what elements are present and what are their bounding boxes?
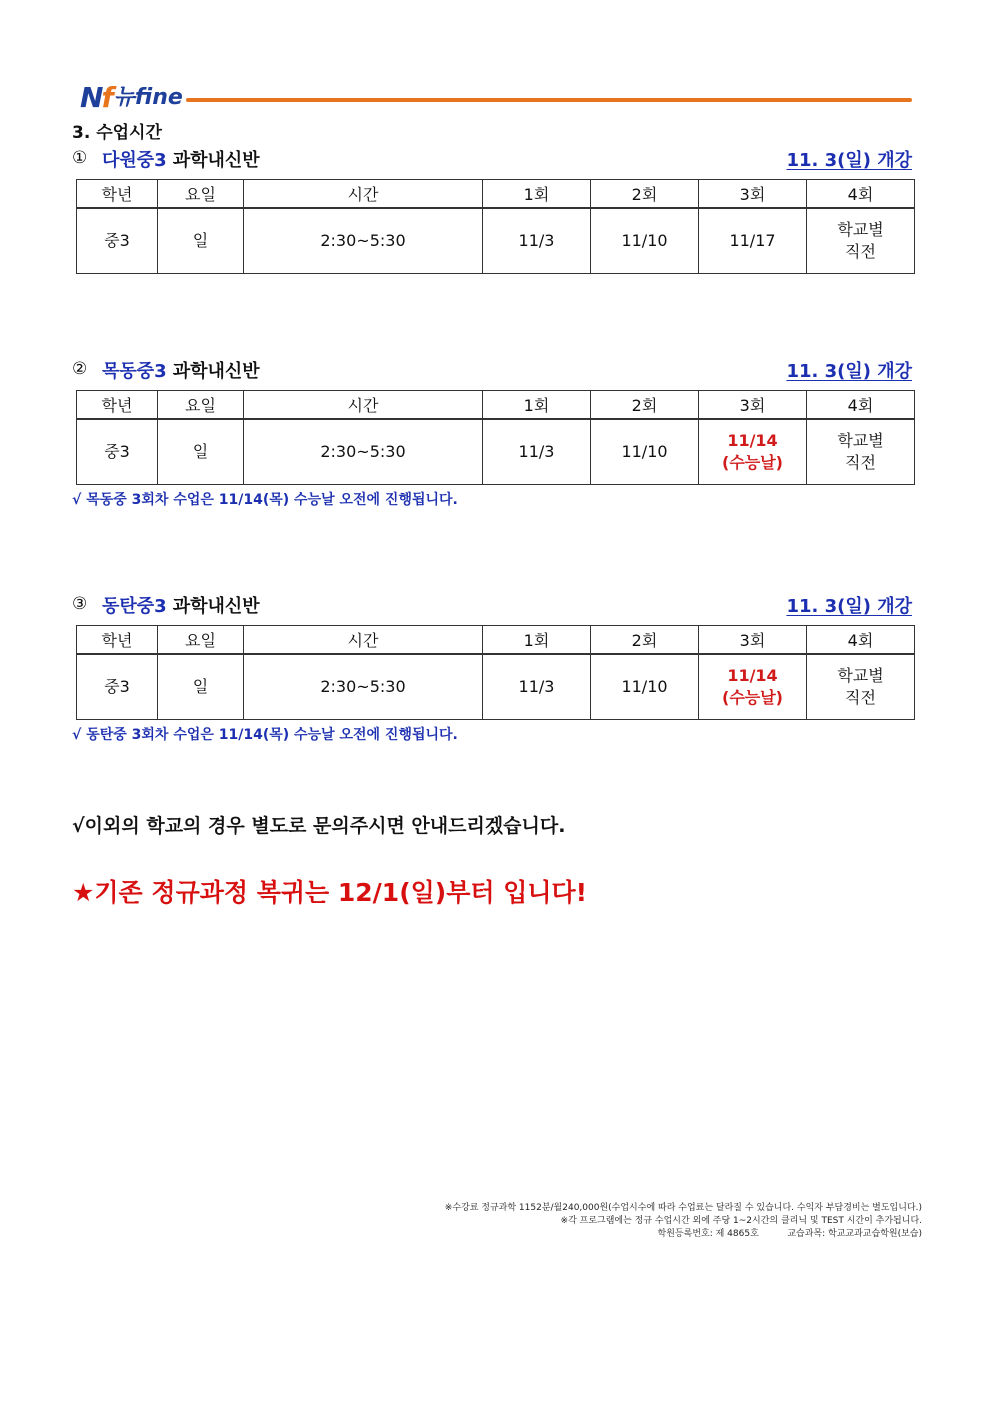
cell-session-1: 11/3 — [483, 419, 591, 485]
header-session-4: 4회 — [807, 626, 915, 655]
header-session-2: 2회 — [591, 180, 699, 209]
header-session-1: 1회 — [483, 180, 591, 209]
class-subject: 과학내신반 — [172, 361, 260, 382]
class-heading-2 — [72, 357, 914, 383]
cell-session-1: 11/3 — [483, 208, 591, 274]
cell-session-2: 11/10 — [591, 419, 699, 485]
header-session-4: 4회 — [807, 180, 915, 209]
schedule-table-2 — [76, 390, 915, 485]
cell-session-2: 11/10 — [591, 208, 699, 274]
cell-session-4: 학교별 직전 — [807, 654, 915, 720]
class-opening-date: 11. 3(일) 개강 — [786, 596, 912, 617]
table-row — [77, 208, 915, 274]
class-number: ① — [72, 148, 88, 168]
header-session-3: 3회 — [699, 391, 807, 420]
cell-grade: 중3 — [77, 654, 158, 720]
class-subject: 과학내신반 — [172, 596, 260, 617]
header-time: 시간 — [244, 180, 483, 209]
class-school: 목동중3 과학내신반 — [102, 361, 260, 382]
header-session-3: 3회 — [699, 180, 807, 209]
cell-grade: 중3 — [77, 419, 158, 485]
class-number: ③ — [72, 594, 88, 614]
cell-time: 2:30~5:30 — [244, 419, 483, 485]
class-number: ② — [72, 359, 88, 379]
header-day: 요일 — [158, 626, 244, 655]
table-header-row — [77, 391, 915, 420]
class-note-2: √ 목동중 3회차 수업은 11/14(목) 수능날 오전에 진행됩니다. — [72, 492, 458, 508]
cell-session-3: 11/17 — [699, 208, 807, 274]
cell-session-3: 11/14 (수능날) — [699, 419, 807, 485]
class-note-3: √ 동탄중 3회차 수업은 11/14(목) 수능날 오전에 진행됩니다. — [72, 727, 458, 743]
header-rule — [186, 98, 912, 102]
class-subject: 과학내신반 — [172, 150, 260, 171]
cell-session-4: 학교별 직전 — [807, 419, 915, 485]
cell-session-4: 학교별 직전 — [807, 208, 915, 274]
header-session-1: 1회 — [483, 626, 591, 655]
cell-session-1: 11/3 — [483, 654, 591, 720]
footer-clinic-note: ※각 프로그램에는 정규 수업시간 외에 주당 1~2시간의 클리닉 및 TEST 시간이 추가됩니다. — [560, 1216, 922, 1226]
header-session-4: 4회 — [807, 391, 915, 420]
cell-day: 일 — [158, 654, 244, 720]
exam-day-label: (수능날) — [722, 453, 783, 472]
exam-day-label: (수능날) — [722, 688, 783, 707]
footer-fee-note: ※수강료 정규과학 1152분/월240,000원(수업시수에 따라 수업료는 달라질 수 있습니다. 수익자 부담경비는 별도입니다.) — [444, 1203, 922, 1213]
cell-session-3: 11/14 (수능날) — [699, 654, 807, 720]
class-opening-date: 11. 3(일) 개강 — [786, 361, 912, 382]
logo-brand: 뉴fine — [113, 85, 183, 110]
header-session-2: 2회 — [591, 626, 699, 655]
class-heading-3 — [72, 592, 914, 618]
closing-note: √이외의 학교의 경우 별도로 문의주시면 안내드리겠습니다. — [72, 815, 566, 837]
table-row — [77, 419, 915, 485]
header-session-3: 3회 — [699, 626, 807, 655]
cell-time: 2:30~5:30 — [244, 654, 483, 720]
section-title: 3. 수업시간 — [72, 123, 162, 143]
header-session-2: 2회 — [591, 391, 699, 420]
class-school: 다원중3 과학내신반 — [102, 150, 260, 171]
header-session-1: 1회 — [483, 391, 591, 420]
class-school: 동탄중3 과학내신반 — [102, 596, 260, 617]
header-grade: 학년 — [77, 391, 158, 420]
cell-grade: 중3 — [77, 208, 158, 274]
logo-mark: Nf — [80, 81, 112, 114]
header-grade: 학년 — [77, 626, 158, 655]
class-opening-date: 11. 3(일) 개강 — [786, 150, 912, 171]
header-time: 시간 — [244, 626, 483, 655]
header-day: 요일 — [158, 391, 244, 420]
cell-session-2: 11/10 — [591, 654, 699, 720]
footer-registration: 학원등록번호: 제 4865호 교습과목: 학교교과교습학원(보습) — [657, 1229, 922, 1239]
class-heading-1 — [72, 146, 914, 172]
header-time: 시간 — [244, 391, 483, 420]
header-day: 요일 — [158, 180, 244, 209]
table-header-row — [77, 180, 915, 209]
schedule-table-3 — [76, 625, 915, 720]
schedule-table-1 — [76, 179, 915, 274]
cell-day: 일 — [158, 419, 244, 485]
table-row — [77, 654, 915, 720]
cell-day: 일 — [158, 208, 244, 274]
academy-logo — [80, 78, 183, 114]
cell-time: 2:30~5:30 — [244, 208, 483, 274]
highlight-note: ★기존 정규과정 복귀는 12/1(일)부터 입니다! — [72, 878, 588, 907]
table-header-row — [77, 626, 915, 655]
header-grade: 학년 — [77, 180, 158, 209]
